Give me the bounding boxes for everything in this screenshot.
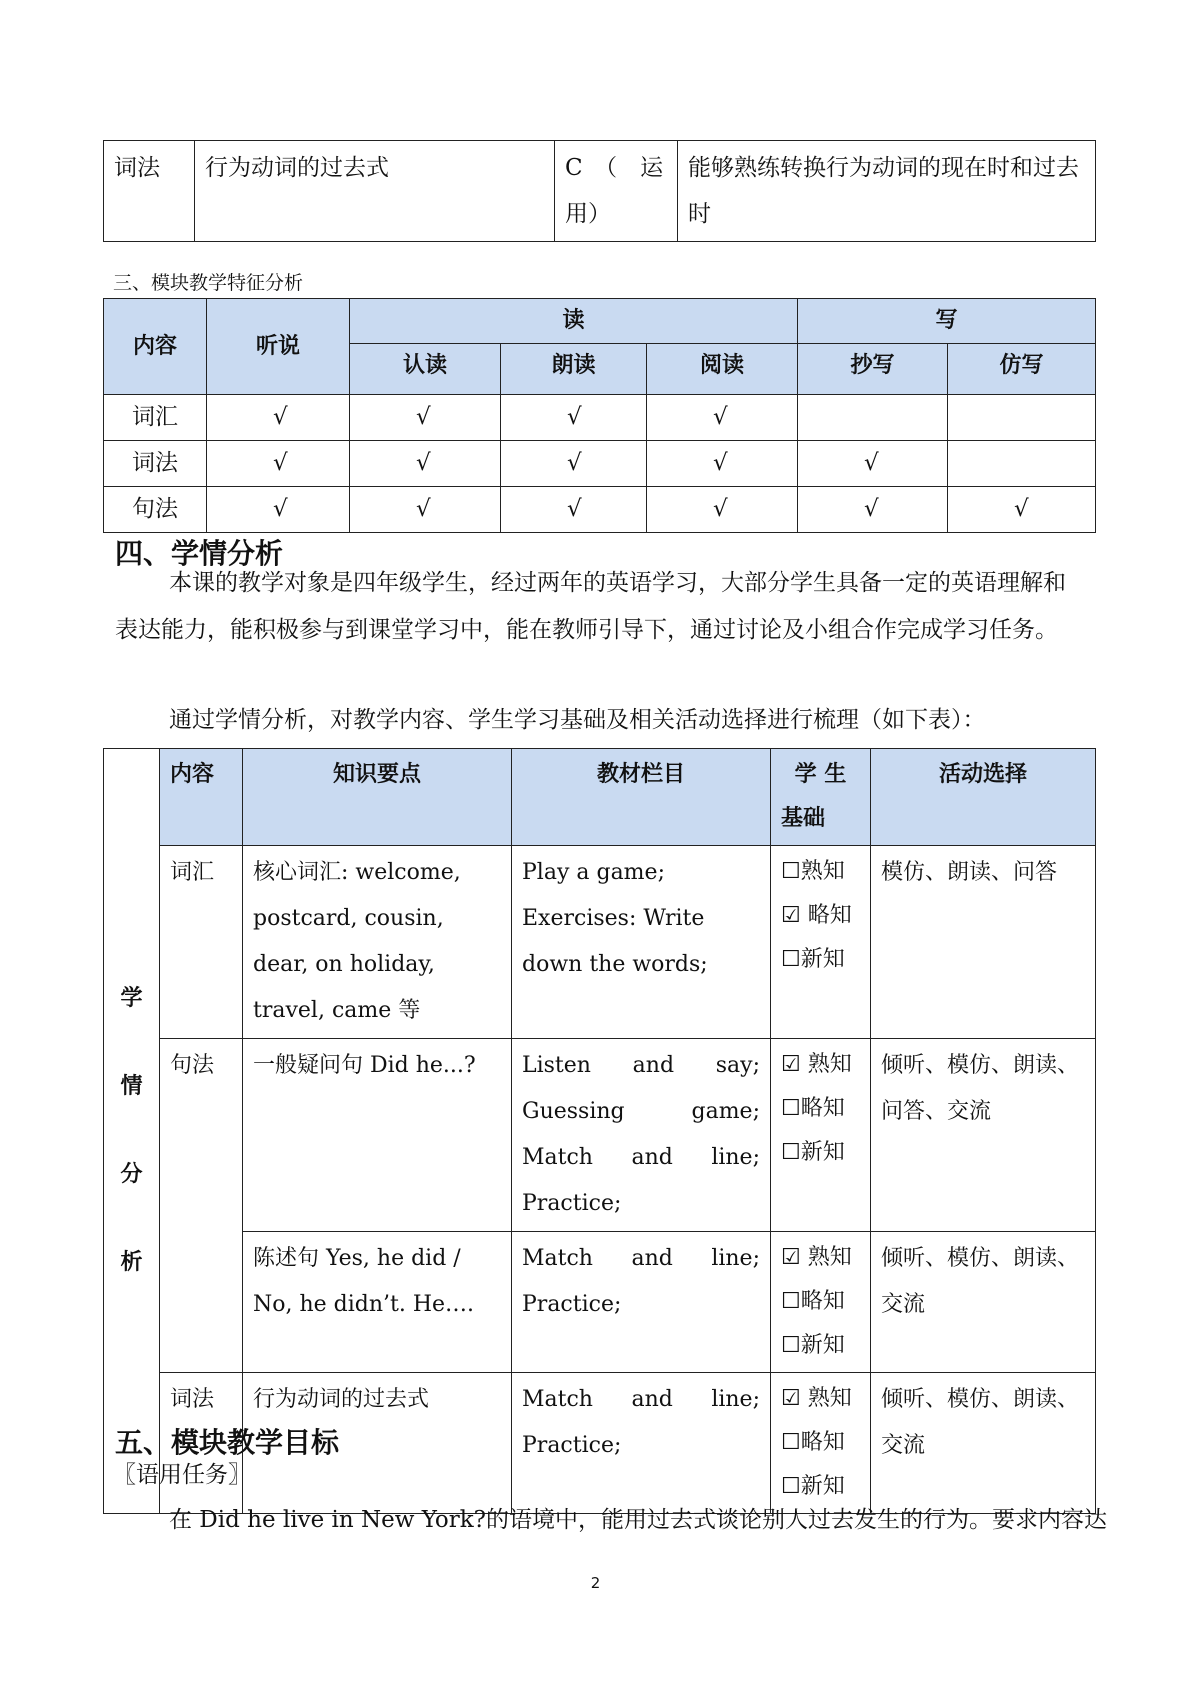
- header-imitate: 仿写: [948, 344, 1096, 395]
- base-option: ☐新知: [781, 1474, 845, 1499]
- base-option: ☐熟知: [781, 859, 845, 884]
- level-line-1: C （ 运: [565, 155, 664, 181]
- cell-textbook: Listen and say; Guessing game; Match and line; Practice;: [512, 1039, 771, 1232]
- table-cell: 行为动词的过去式: [195, 141, 555, 242]
- cell-activity: 模仿、朗读、问答: [871, 846, 1096, 1039]
- table-row: [104, 846, 1096, 1039]
- section-3-caption: 三、模块教学特征分析: [113, 272, 304, 294]
- check-mark: √: [501, 441, 647, 487]
- check-mark: √: [207, 395, 350, 441]
- table-cell: 能够熟练转换行为动词的现在时和过去时: [678, 141, 1096, 242]
- check-mark: [948, 441, 1096, 487]
- header-activity: 活动选择: [871, 749, 1096, 846]
- table-cell: 词法: [104, 141, 195, 242]
- check-mark: √: [948, 487, 1096, 533]
- cell-textbook: Match and line; Practice;: [512, 1232, 771, 1373]
- check-mark: √: [798, 487, 948, 533]
- cell-content: 词法: [160, 1373, 243, 1514]
- section-4-heading: 四、学情分析: [115, 537, 284, 570]
- check-mark: √: [207, 441, 350, 487]
- grammar-target-table: [103, 140, 1096, 242]
- cell-knowledge: 陈述句 Yes, he did / No, he didn’t. He….: [243, 1232, 512, 1373]
- base-option: ☐略知: [781, 1096, 845, 1121]
- check-mark: √: [798, 441, 948, 487]
- header-copy: 抄写: [798, 344, 948, 395]
- check-mark: √: [501, 395, 647, 441]
- header-recognize-read: 认读: [350, 344, 501, 395]
- base-option: ☐新知: [781, 1140, 845, 1165]
- base-option: ☑ 熟知: [781, 1386, 852, 1411]
- side-label: [104, 749, 160, 1514]
- cell-knowledge: 行为动词的过去式: [243, 1373, 512, 1514]
- base-option: ☑ 熟知: [781, 1052, 852, 1077]
- table-row: [104, 487, 1096, 533]
- base-option: ☑ 略知: [781, 903, 852, 928]
- cell-base: [771, 1039, 871, 1232]
- page-number: 2: [590, 1574, 601, 1592]
- base-option: ☐新知: [781, 947, 845, 972]
- table-row: [104, 1039, 1096, 1232]
- base-option: ☐略知: [781, 1430, 845, 1455]
- header-base-line-2: 基础: [781, 806, 826, 831]
- side-char: 析: [120, 1250, 143, 1275]
- header-row: [104, 749, 1096, 846]
- table-row: [104, 141, 1096, 242]
- section-4-paragraph-1: 本课的教学对象是四年级学生，经过两年的英语学习，大部分学生具备一定的英语理解和表达能力，能积极参与到课堂学习中，能在教师引导下，通过讨论及小组合作完成学习任务。: [115, 570, 1066, 643]
- cell-base: [771, 846, 871, 1039]
- check-mark: [798, 395, 948, 441]
- cell-content: 词汇: [160, 846, 243, 1039]
- cell-activity: 倾听、模仿、朗读、交流: [871, 1232, 1096, 1373]
- header-reading: 阅读: [647, 344, 798, 395]
- section-5-heading: 五、模块教学目标: [115, 1426, 340, 1459]
- cell-textbook: Play a game; Exercises: Write down the words;: [512, 846, 771, 1039]
- level-line-2: 用）: [565, 201, 611, 227]
- header-row: [104, 299, 1096, 344]
- base-option: ☐略知: [781, 1289, 845, 1314]
- header-content: 内容: [160, 749, 243, 846]
- row-label: 句法: [104, 487, 207, 533]
- cell-activity: 倾听、模仿、朗读、交流: [871, 1373, 1096, 1514]
- header-base-line-1: 学 生: [794, 762, 847, 787]
- cell-content: 句法: [160, 1039, 243, 1373]
- cell-base: [771, 1232, 871, 1373]
- check-mark: √: [501, 487, 647, 533]
- cell-knowledge: 核心词汇: welcome, postcard, cousin, dear, on holiday, travel, came 等: [243, 846, 512, 1039]
- header-textbook: 教材栏目: [512, 749, 771, 846]
- table-row: [104, 1232, 1096, 1373]
- header-base: [771, 749, 871, 846]
- check-mark: √: [207, 487, 350, 533]
- base-option: ☑ 熟知: [781, 1245, 852, 1270]
- header-read: 读: [350, 299, 798, 344]
- header-read-aloud: 朗读: [501, 344, 647, 395]
- check-mark: √: [647, 487, 798, 533]
- header-knowledge: 知识要点: [243, 749, 512, 846]
- section-5-paragraph: 在 Did he live in New York?的语境中，能用过去式谈论别人过去发生的行为。要求内容达: [169, 1507, 1108, 1533]
- header-write: 写: [798, 299, 1096, 344]
- cell-knowledge: 一般疑问句 Did he...?: [243, 1039, 512, 1232]
- check-mark: √: [647, 395, 798, 441]
- row-label: 词法: [104, 441, 207, 487]
- side-char: 情: [120, 1074, 143, 1099]
- check-mark: [948, 395, 1096, 441]
- check-mark: √: [350, 487, 501, 533]
- side-char: 学: [120, 986, 143, 1011]
- student-analysis-table: [103, 748, 1096, 1514]
- check-mark: √: [350, 441, 501, 487]
- row-label: 词汇: [104, 395, 207, 441]
- base-option: ☐新知: [781, 1333, 845, 1358]
- table-cell: [555, 141, 678, 242]
- header-content: 内容: [104, 299, 207, 395]
- cell-textbook: Match and line; Practice;: [512, 1373, 771, 1514]
- table-row: [104, 395, 1096, 441]
- cell-activity: 倾听、模仿、朗读、问答、交流: [871, 1039, 1096, 1232]
- section-5-subheading: 〖语用任务〗: [113, 1462, 251, 1488]
- section-4-paragraph-2: 通过学情分析，对教学内容、学生学习基础及相关活动选择进行梳理（如下表）：: [169, 707, 986, 733]
- side-char: 分: [120, 1162, 143, 1187]
- teaching-features-table: [103, 298, 1096, 533]
- check-mark: √: [350, 395, 501, 441]
- table-row: [104, 441, 1096, 487]
- header-listen-speak: 听说: [207, 299, 350, 395]
- check-mark: √: [647, 441, 798, 487]
